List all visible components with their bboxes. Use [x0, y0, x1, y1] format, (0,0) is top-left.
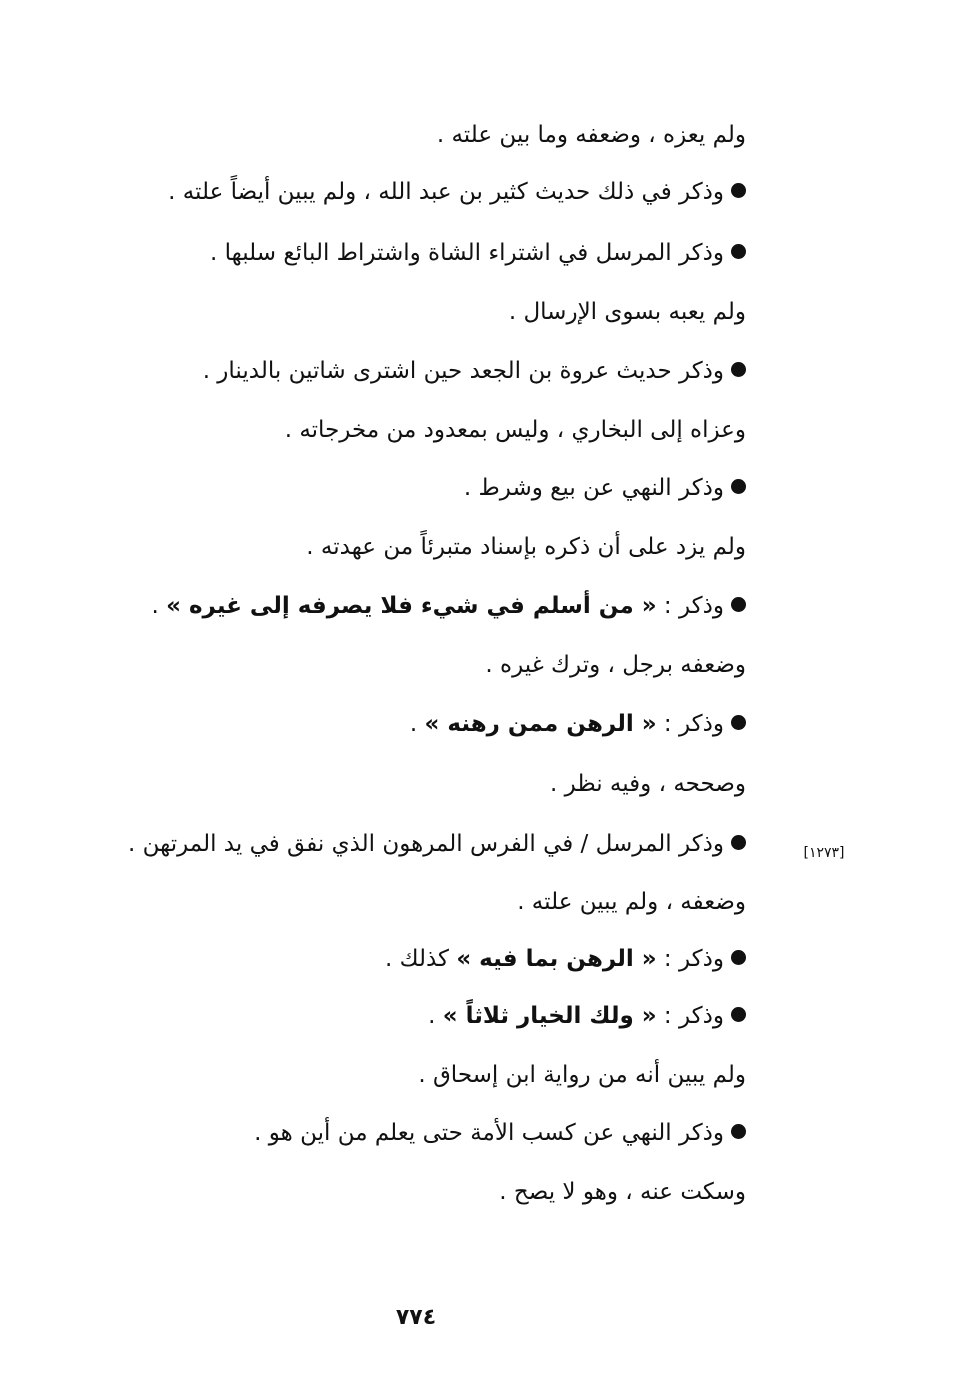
bullet-icon: [731, 362, 746, 377]
line-tail: كذلك .: [384, 946, 457, 972]
line-text: وضعفه ، ولم يبين علته .: [517, 889, 746, 915]
line-tail: .: [428, 1003, 443, 1029]
line-text: وذكر المرسل / في الفرس المرهون الذي نفق في يد المرتهن .: [127, 831, 724, 857]
line-lead: وذكر :: [656, 1003, 724, 1029]
bullet-line: [203, 349, 746, 393]
line-text: وسكت عنه ، وهو لا يصح .: [499, 1179, 746, 1205]
page-number: ٧٧٤: [395, 1305, 437, 1330]
line-lead: وذكر :: [656, 593, 724, 619]
line-lead: وذكر :: [656, 946, 724, 972]
line-text: ولم يزد على أن ذكره بإسناد متبرئاً من عهدته .: [306, 534, 746, 560]
text-line: [306, 525, 746, 569]
text-line: [499, 1170, 746, 1214]
line-lead: وذكر :: [656, 711, 724, 737]
text-line: [437, 113, 746, 157]
line-tail: .: [151, 593, 167, 619]
text-line: [418, 1053, 746, 1097]
bullet-line: [168, 170, 746, 214]
bullet-line: [128, 822, 746, 866]
hadith-quote: « الرهن ممن رهنه »: [424, 711, 657, 737]
bullet-icon: [731, 183, 746, 198]
line-text: ولم يعبه بسوى الإرسال .: [508, 299, 746, 325]
bullet-icon: [731, 835, 746, 850]
line-text: ولم يعزه ، وضعفه وما بين علته .: [436, 122, 746, 148]
line-text: وذكر النهي عن كسب الأمة حتى يعلم من أين هو .: [254, 1120, 724, 1146]
bullet-line: [410, 702, 746, 746]
text-line: [485, 643, 746, 687]
bullet-icon: [731, 244, 746, 259]
line-text: وصححه ، وفيه نظر .: [550, 771, 746, 797]
bullet-line: [464, 466, 746, 510]
bullet-icon: [731, 479, 746, 494]
line-text: وعزاه إلى البخاري ، وليس بمعدود من مخرجاته .: [284, 417, 746, 443]
hadith-quote: « الرهن بما فيه »: [456, 946, 657, 972]
margin-note: [١٢٧٣]: [803, 845, 845, 861]
hadith-quote: « من أسلم في شيء فلا يصرفه إلى غيره »: [166, 593, 657, 619]
line-text: وذكر في ذلك حديث كثير بن عبد الله ، ولم يبين أيضاً علته .: [168, 179, 724, 205]
line-text: وضعفه برجل ، وترك غيره .: [485, 652, 746, 678]
bullet-icon: [731, 1007, 746, 1022]
line-text: وذكر المرسل في اشتراء الشاة واشتراط البائع سلبها .: [210, 240, 724, 266]
hadith-quote: « ولك الخيار ثلاثاً »: [442, 1003, 657, 1029]
bullet-line: [428, 994, 746, 1038]
text-line: [550, 762, 746, 806]
line-text: وذكر حديث عروة بن الجعد حين اشترى شاتين بالدينار .: [202, 358, 724, 384]
bullet-icon: [731, 950, 746, 965]
bullet-icon: [731, 715, 746, 730]
bullet-line: [210, 231, 746, 275]
bullet-line: [151, 584, 746, 628]
text-line: [509, 290, 746, 334]
line-text: ولم يبين أنه من رواية ابن إسحاق .: [418, 1062, 746, 1088]
bullet-icon: [731, 597, 746, 612]
line-tail: .: [409, 711, 425, 737]
line-text: وذكر النهي عن بيع وشرط .: [463, 475, 724, 501]
text-line: [285, 408, 746, 452]
bullet-line: [254, 1111, 746, 1155]
bullet-line: [385, 937, 746, 981]
text-line: [517, 880, 746, 924]
bullet-icon: [731, 1124, 746, 1139]
